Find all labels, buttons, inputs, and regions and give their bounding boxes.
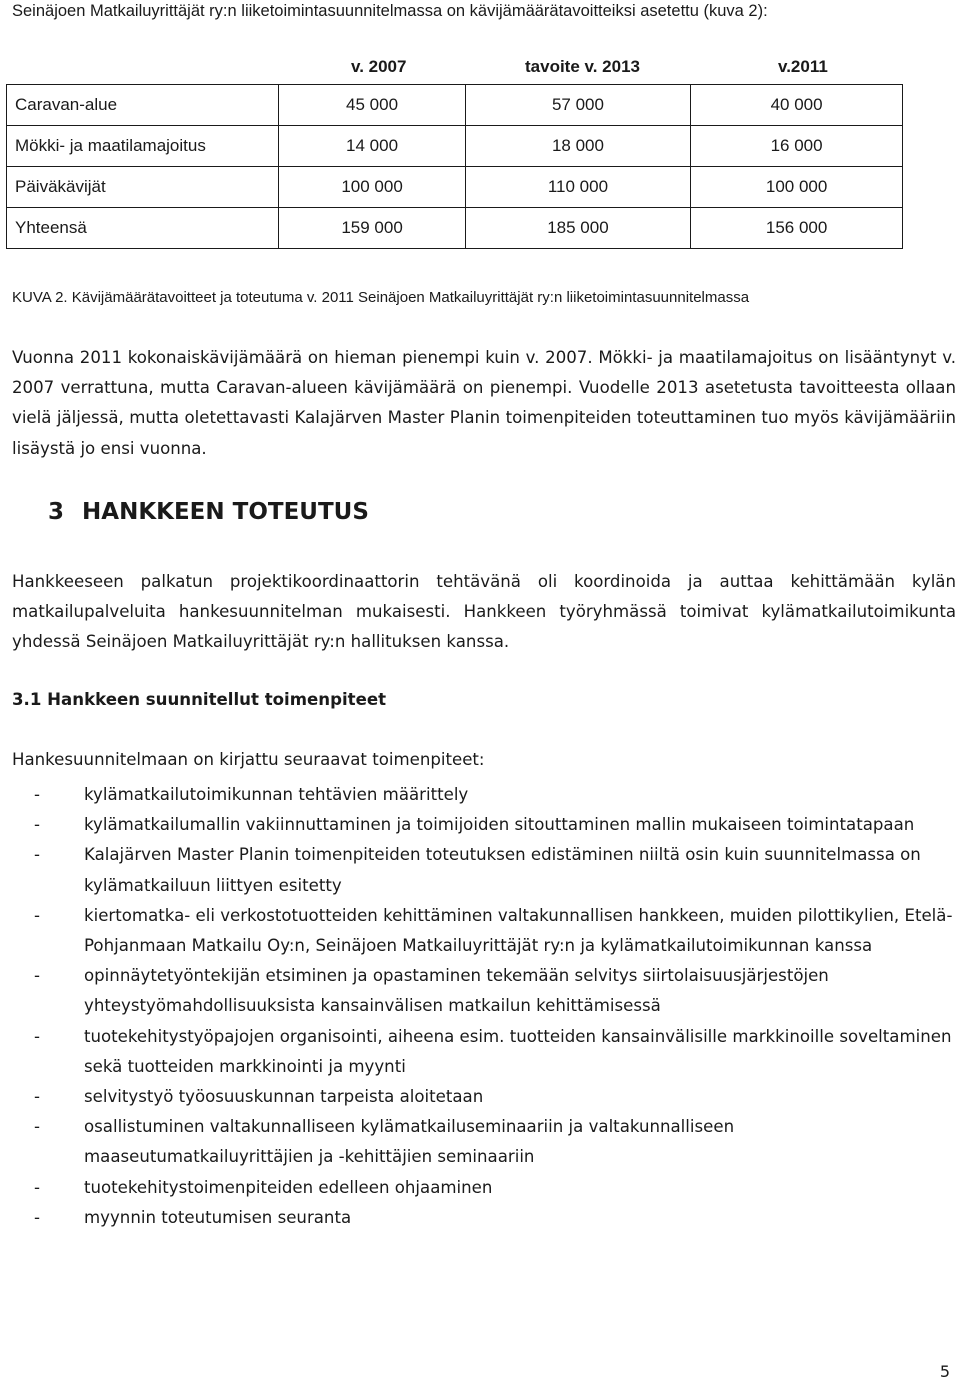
- table-cell: 16 000: [691, 126, 903, 167]
- list-item: [12, 840, 956, 900]
- list-dash: -: [34, 1177, 40, 1197]
- table-cell: 40 000: [691, 85, 903, 126]
- table-cell: 18 000: [465, 126, 691, 167]
- list-dash: -: [34, 785, 40, 804]
- list-item-text: selvitystyö työosuuskunnan tarpeista aloitetaan: [84, 1087, 484, 1107]
- section-heading-3: [48, 499, 369, 525]
- list-item-text: opinnäytetyöntekijän etsiminen ja opastaminen tekemään selvitys siirtolaisuusjärjestöjen yhteystyömahdollisuuksista kansainvälisen matkailun kehittämisessä: [84, 966, 829, 1016]
- table-cell: 100 000: [279, 167, 465, 208]
- row-label: Mökki- ja maatilamajoitus: [7, 126, 279, 167]
- table-row: [7, 126, 903, 167]
- list-intro: Hankesuunnitelmaan on kirjattu seuraavat toimenpiteet:: [12, 750, 485, 769]
- row-label: Yhteensä: [7, 208, 279, 249]
- list-dash: -: [34, 1087, 40, 1107]
- column-header-2007: v. 2007: [351, 57, 407, 76]
- table-row: [7, 167, 903, 208]
- paragraph-project-implementation: Hankkeeseen palkatun projektikoordinaattorin tehtävänä oli koordinoida ja auttaa kehittämään kylän matkailupalveluita hankesuunnitelman mukaisesti. Hankkeen työryhmässä toimivat kylämatkailutoimikunta yhdessä Seinäjoen Matkailuyrittäjät ry:n hallituksen kanssa.: [12, 572, 956, 652]
- column-header-2011: v.2011: [778, 57, 828, 76]
- table-row: [7, 208, 903, 249]
- list-item: [12, 1112, 956, 1172]
- section-title: HANKKEEN TOTEUTUS: [82, 499, 369, 525]
- table-cell: 100 000: [691, 167, 903, 208]
- column-header-target-2013: tavoite v. 2013: [525, 57, 640, 76]
- row-label: Päiväkävijät: [7, 167, 279, 208]
- planned-actions-list: [12, 780, 956, 1233]
- figure-caption: KUVA 2. Kävijämäärätavoitteet ja toteutuma v. 2011 Seinäjoen Matkailuyrittäjät ry:n liiketoimintasuunnitelmassa: [12, 289, 750, 306]
- list-item-text: tuotekehitystoimenpiteiden edelleen ohjaaminen: [84, 1177, 493, 1197]
- list-item-text: kiertomatka- eli verkostotuotteiden kehittäminen valtakunnallisen hankkeen, muiden pilottikylien, Etelä-Pohjanmaan Matkailu Oy:n, Seinäjoen Matkailuyrittäjät ry:n ja kylämatkailutoimikunnan kanssa: [84, 905, 953, 956]
- list-item: [12, 780, 956, 810]
- list-dash: -: [34, 845, 40, 865]
- page-number: 5: [939, 1362, 950, 1381]
- subsection-heading-3-1: 3.1 Hankkeen suunnitellut toimenpiteet: [12, 690, 387, 709]
- list-item: [12, 1203, 956, 1233]
- table-cell: 45 000: [279, 85, 465, 126]
- list-item-text: kylämatkailutoimikunnan tehtävien määrittely: [84, 785, 469, 804]
- list-dash: -: [34, 1207, 40, 1227]
- visitor-table: [6, 84, 903, 249]
- table-cell: 159 000: [279, 208, 465, 249]
- list-dash: -: [34, 815, 40, 835]
- intro-text: Seinäjoen Matkailuyrittäjät ry:n liiketoimintasuunnitelmassa on kävijämäärätavoitteiksi asetettu (kuva 2):: [12, 2, 768, 20]
- row-label: Caravan-alue: [7, 85, 279, 126]
- list-item: [12, 901, 956, 961]
- table-cell: 185 000: [465, 208, 691, 249]
- paragraph-visitor-summary: Vuonna 2011 kokonaiskävijämäärä on hieman pienempi kuin v. 2007. Mökki- ja maatilamajoitus on lisääntynyt v. 2007 verrattuna, mutta Caravan-alueen kävijämäärä on pienempi. Vuodelle 2013 asetetusta tavoitteesta ollaan vielä jäljessä, mutta oletettavasti Kalajärven Master Planin toimenpiteiden toteuttaminen tuo myös kävijämääriin lisäystä jo ensi vuonna.: [12, 348, 956, 458]
- list-item: [12, 1082, 956, 1112]
- list-dash: -: [34, 966, 40, 986]
- list-item-text: tuotekehitystyöpajojen organisointi, aiheena esim. tuotteiden kansainvälisille markkinoille soveltaminen sekä tuotteiden markkinointi ja myynti: [84, 1026, 952, 1076]
- table-cell: 14 000: [279, 126, 465, 167]
- list-dash: -: [34, 1026, 40, 1046]
- list-dash: -: [34, 905, 40, 925]
- list-dash: -: [34, 1117, 40, 1137]
- table-cell: 110 000: [465, 167, 691, 208]
- table-row: [7, 85, 903, 126]
- table-cell: 156 000: [691, 208, 903, 249]
- list-item: [12, 961, 956, 1021]
- list-item-text: Kalajärven Master Planin toimenpiteiden toteutuksen edistäminen niiltä osin kuin suunnitelmassa on kylämatkailuun liittyen esitetty: [84, 845, 921, 895]
- list-item-text: kylämatkailumallin vakiinnuttaminen ja toimijoiden sitouttaminen mallin mukaiseen toimintatapaan: [84, 815, 915, 835]
- list-item-text: osallistuminen valtakunnalliseen kylämatkailuseminaariin ja valtakunnalliseen maaseutumatkailuyrittäjien ja -kehittäjien seminaariin: [84, 1117, 735, 1167]
- list-item: [12, 1173, 956, 1203]
- list-item: [12, 1022, 956, 1082]
- list-item: [12, 810, 956, 840]
- table-cell: 57 000: [465, 85, 691, 126]
- list-item-text: myynnin toteutumisen seuranta: [84, 1207, 352, 1227]
- section-number: 3: [48, 499, 65, 525]
